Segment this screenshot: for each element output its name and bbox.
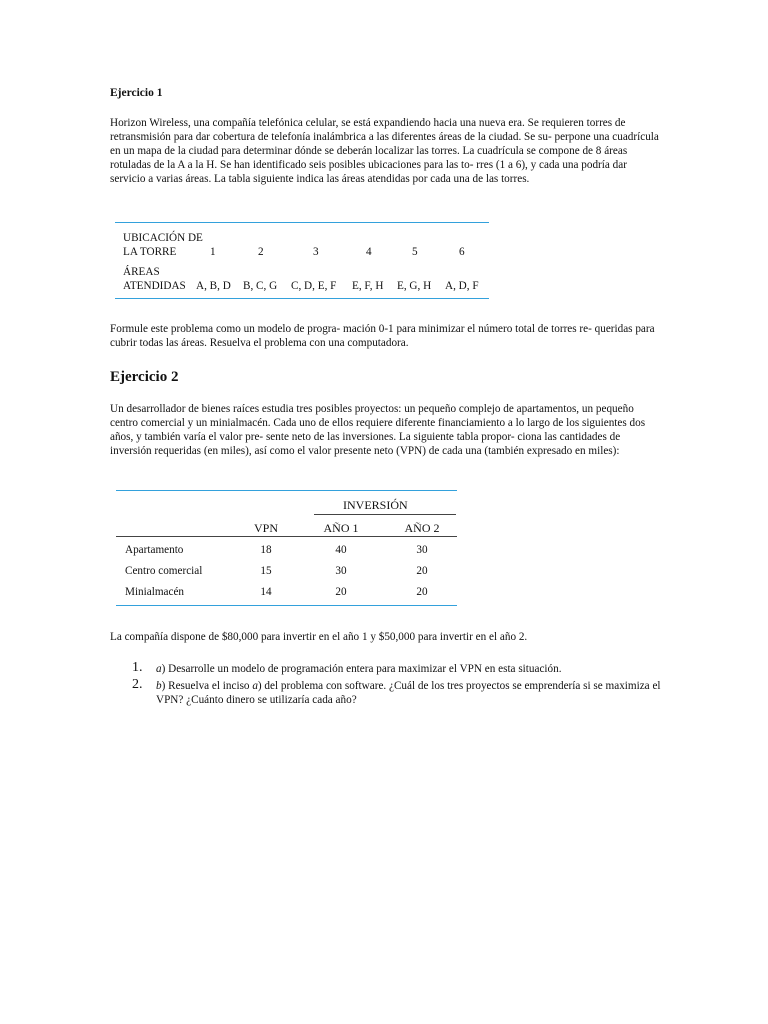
exercise-1-instructions-text: Formule este problema como un modelo de progra- mación 0-1 para minimizar el número total de torres re- queridas para cubrir todas las áreas. Resuelva el problema con una computadora. [110, 323, 655, 349]
tower-1: 1 [210, 246, 216, 258]
table-bottom-rule [115, 298, 489, 299]
areas-tower-5: E, G, H [397, 280, 432, 292]
header-rule [116, 536, 457, 537]
item-text: ) Resuelva el inciso [161, 680, 253, 692]
cell-year2: 30 [416, 544, 428, 556]
tower-5: 5 [412, 246, 418, 258]
tower-4: 4 [366, 246, 372, 258]
group-header-rule [314, 514, 456, 515]
list-item [132, 679, 662, 707]
exercise-2-paragraph [110, 402, 662, 458]
exercise-2-budget-text: La compañía dispone de $80,000 para invertir en el año 1 y $50,000 para invertir en el año 2. [110, 631, 528, 643]
item-letter: a [156, 663, 162, 675]
tower-6: 6 [459, 246, 465, 258]
exercise-2-text: Un desarrollador de bienes raíces estudia tres posibles proyectos: un pequeño complejo de apartamentos, un pequeño centro comercial y un minialmacén. Cada uno de ellos requiere diferente financiamiento a lo largo de los siguientes dos años, y también varía el valor pre- sente neto de las inversiones. La siguiente tabla propor- ciona las cantidades de inversión requeridas (en miles), así como el valor presente neto (VPN) de cada una (también expresado en miles): [110, 403, 646, 457]
cell-vpn: 18 [260, 544, 272, 556]
group-header-inversion: INVERSIÓN [343, 498, 408, 512]
item-text: ) Desarrolle un modelo de programación entera para maximizar el VPN en esta situación. [161, 663, 562, 675]
item-text-cont: ) del problema con software. ¿Cuál de los tres proyectos se emprendería si se maximiza el VPN? ¿Cuánto dinero se utilizaría cada año? [156, 680, 661, 706]
col-header-vpn: VPN [253, 521, 278, 535]
exercise-2-budget [110, 630, 662, 644]
cell-vpn: 14 [260, 586, 272, 598]
exercise-2-title: Ejercicio 2 [110, 369, 179, 385]
exercise-1-instructions [110, 322, 662, 350]
cell-year1: 40 [335, 544, 347, 556]
tower-coverage-table [115, 222, 489, 299]
row-label-tower-line2: LA TORRE [123, 246, 177, 258]
exercise-2-questions [132, 662, 662, 707]
cell-year1: 30 [335, 565, 347, 577]
tower-3: 3 [313, 246, 319, 258]
row-name: Centro comercial [125, 565, 203, 577]
areas-tower-2: B, C, G [243, 280, 278, 292]
row-name: Apartamento [125, 544, 184, 556]
exercise-1-paragraph [110, 116, 662, 186]
cell-vpn: 15 [260, 565, 272, 577]
row-label-areas-line1: ÁREAS [123, 266, 160, 278]
tower-2: 2 [258, 246, 264, 258]
exercise-1-text: Horizon Wireless, una compañía telefónica celular, se está expandiendo hacia una nueva era. Se requieren torres de retransmisión para dar cobertura de telefonía inalámbrica a las diferentes áreas de la ciudad. Se su- perpone una cuadrícula en un mapa de la ciudad para determinar dónde se deberán localizar las torres. La cuadrícula se compone de 8 áreas rotuladas de la A a la H. Se han identificado seis posibles ubicaciones para las to- rres (1 a 6), y cada una podría dar servicio a varias áreas. La tabla siguiente indica las áreas atendidas por cada una de las torres. [110, 117, 659, 185]
cell-year2: 20 [416, 586, 428, 598]
exercise-1-title: Ejercicio 1 [110, 87, 163, 99]
row-label-tower-line1: UBICACIÓN DE [123, 232, 203, 244]
cell-year2: 20 [416, 565, 428, 577]
investment-table [116, 490, 457, 608]
table-bottom-rule [116, 605, 457, 606]
row-label-areas-line2: ATENDIDAS [123, 280, 186, 292]
row-name: Minialmacén [125, 586, 185, 598]
areas-tower-4: E, F, H [352, 280, 384, 292]
areas-tower-6: A, D, F [445, 280, 479, 292]
list-marker: 1. [132, 660, 143, 675]
list-item [132, 662, 662, 676]
areas-tower-1: A, B, D [196, 280, 231, 292]
item-letter: b [156, 680, 162, 692]
table-top-rule [115, 222, 489, 223]
areas-tower-3: C, D, E, F [291, 280, 337, 292]
list-marker: 2. [132, 677, 143, 692]
col-header-year2: AÑO 2 [404, 521, 440, 535]
item-letter-ref: a [252, 680, 258, 692]
cell-year1: 20 [335, 586, 347, 598]
table-top-rule [116, 490, 457, 491]
col-header-year1: AÑO 1 [323, 521, 359, 535]
